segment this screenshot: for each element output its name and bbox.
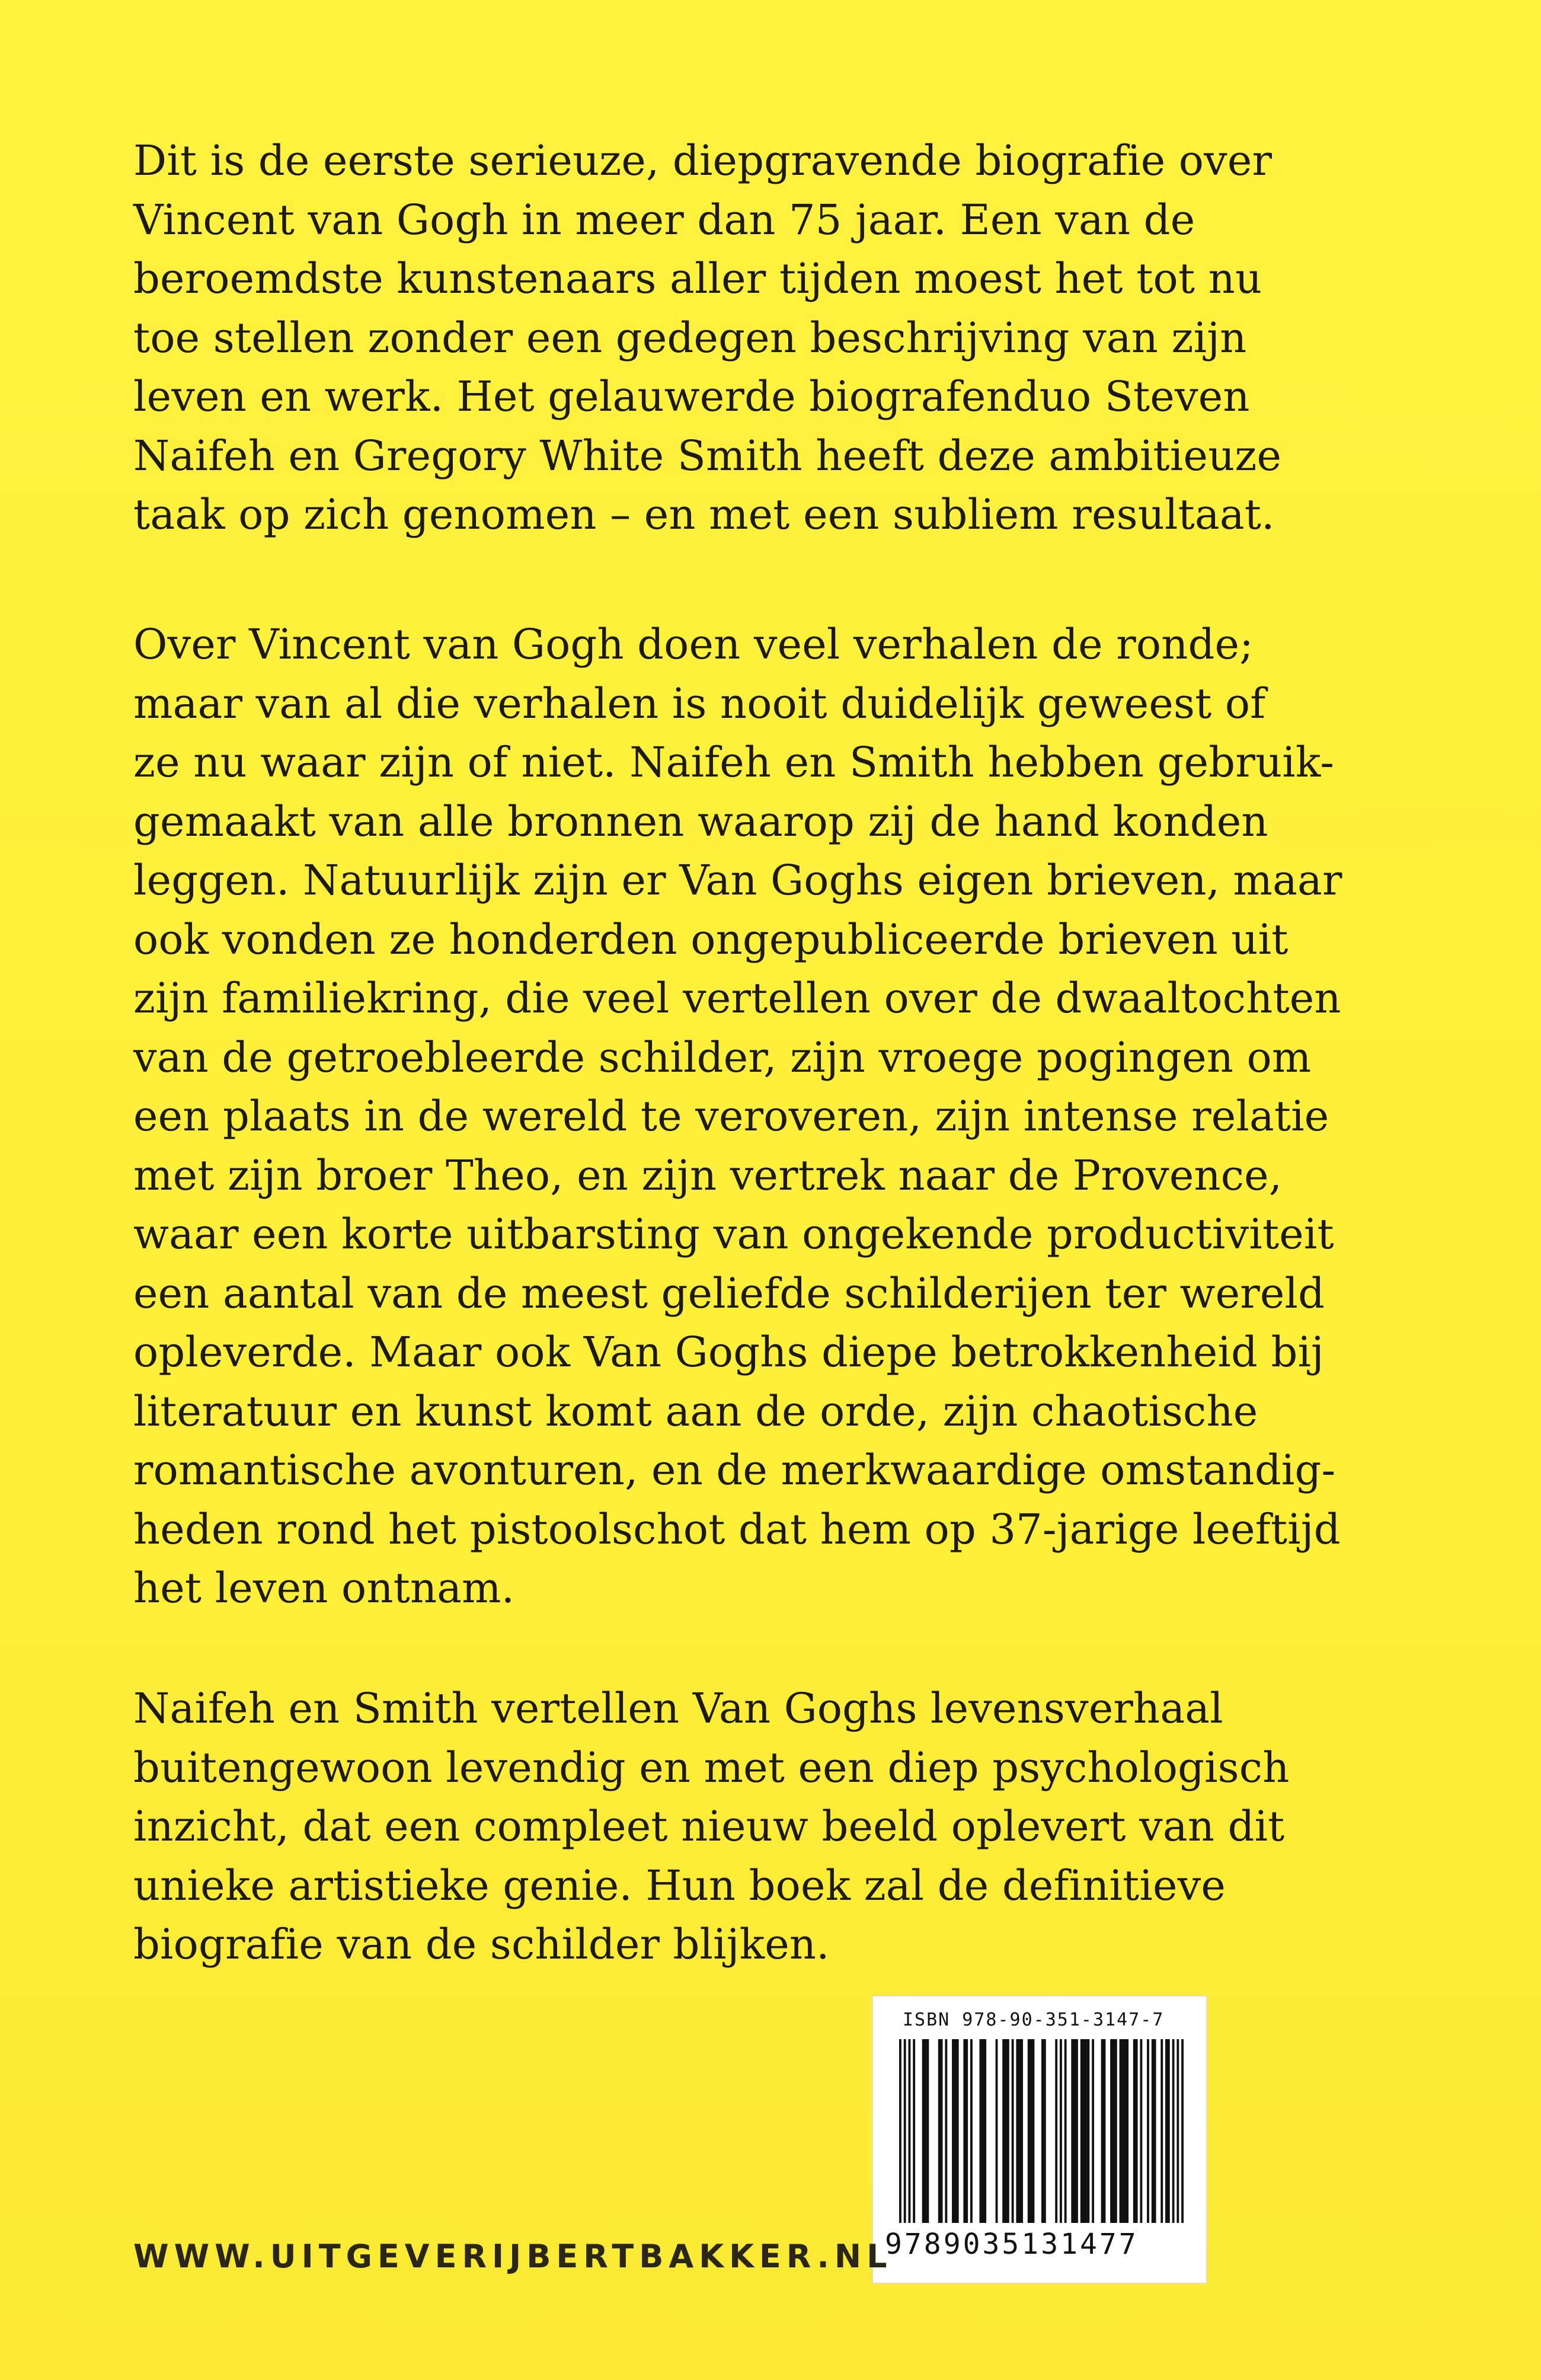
text-line: romantische avonturen, en de merkwaardige omstandig- (133, 1446, 1336, 1494)
barcode-bar (1071, 2039, 1078, 2223)
barcode-bar (1055, 2039, 1057, 2223)
barcode-bar (952, 2039, 959, 2223)
barcode-bar (1176, 2039, 1179, 2223)
barcode-bar (1172, 2039, 1175, 2223)
text-line: beroemdste kunstenaars aller tijden moest het tot nu (133, 254, 1262, 303)
text-line: toe stellen zonder een gedegen beschrijving van zijn (133, 313, 1247, 362)
barcode-bar (963, 2039, 968, 2223)
text-line: Vincent van Gogh in meer dan 75 jaar. Een van de (133, 195, 1195, 244)
barcode-bar (913, 2039, 915, 2223)
isbn-barcode (873, 1996, 1206, 2283)
text-line: maar van al die verhalen is nooit duidelijk geweest of (133, 679, 1266, 728)
text-line: een plaats in de wereld te veroveren, zijn intense relatie (133, 1092, 1329, 1141)
blurb-paragraph-1 (133, 132, 1437, 545)
barcode-bar (1147, 2039, 1149, 2223)
text-line: waar een korte uitbarsting van ongekende productiviteit (133, 1210, 1334, 1258)
text-line: het leven ontnam. (133, 1564, 515, 1612)
barcode-digits: 9789035131477 (885, 2228, 1139, 2261)
barcode-bar (1012, 2039, 1014, 2223)
text-line: van de getroebleerde schilder, zijn vroege pogingen om (133, 1033, 1312, 1082)
barcode-bar (1181, 2039, 1184, 2223)
text-line: leven en werk. Het gelauwerde biografenduo Steven (133, 372, 1250, 421)
barcode-bar (1133, 2039, 1138, 2223)
text-line: zijn familiekring, die veel vertellen over de dwaaltochten (133, 974, 1341, 1023)
text-line: Dit is de eerste serieuze, diepgravende biografie over (133, 136, 1273, 185)
barcode-bar (1101, 2039, 1106, 2223)
barcode-bar (1002, 2039, 1009, 2223)
barcode-bar (1110, 2039, 1117, 2223)
barcode-bar (1041, 2039, 1046, 2223)
barcode-bar (1080, 2039, 1089, 2223)
barcode-bar (1016, 2039, 1023, 2223)
text-line: taak op zich genomen – en met een subliem resultaat. (133, 490, 1275, 539)
blurb-paragraph-2 (133, 615, 1437, 1618)
barcode-bar (922, 2039, 929, 2223)
text-line: opleverde. Maar ook Van Goghs diepe betrokkenheid bij (133, 1328, 1324, 1376)
barcode-bar (1092, 2039, 1094, 2223)
text-line: leggen. Natuurlijk zijn er Van Goghs eigen brieven, maar (133, 856, 1342, 905)
barcode-bar (970, 2039, 973, 2223)
text-line: unieke artistieke genie. Hun boek zal de definitieve (133, 1861, 1226, 1910)
publisher-website: WWW.UITGEVERIJBERTBAKKER.NL (133, 2238, 893, 2275)
barcode-bar (904, 2039, 906, 2223)
barcode-bar (996, 2039, 998, 2223)
text-line: inzicht, dat een compleet nieuw beeld oplevert van dit (133, 1802, 1285, 1851)
text-line: heden rond het pistoolschot dat hem op 37-jarige leeftijd (133, 1504, 1341, 1554)
barcode-bar (979, 2039, 986, 2223)
text-line: gemaakt van alle bronnen waarop zij de hand konden (133, 797, 1268, 846)
barcode-bar (1120, 2039, 1128, 2223)
barcode-bar (1028, 2039, 1035, 2223)
text-line: biografie van de schilder blijken. (133, 1920, 830, 1969)
barcode-bar (945, 2039, 947, 2223)
barcode-bar (1064, 2039, 1067, 2223)
text-line: literatuur en kunst komt aan de orde, zijn chaotische (133, 1387, 1258, 1436)
barcode-bar (938, 2039, 943, 2223)
isbn-number: ISBN 978-90-351-3147-7 (903, 2010, 1165, 2030)
barcode-bar (1060, 2039, 1062, 2223)
text-line: Naifeh en Gregory White Smith heeft deze ambitieuze (133, 431, 1282, 480)
barcode-bar (1140, 2039, 1142, 2223)
text-line: Over Vincent van Gogh doen veel verhalen de ronde; (133, 620, 1254, 669)
barcode-bars (899, 2039, 1184, 2223)
text-line: ook vonden ze honderden ongepubliceerde brieven uit (133, 915, 1289, 964)
barcode-bar (899, 2039, 901, 2223)
text-line: buitengewoon levendig en met een diep psychologisch (133, 1743, 1290, 1792)
blurb-paragraph-3 (133, 1679, 1437, 1975)
text-line: ze nu waar zijn of niet. Naifeh en Smith hebben gebruik- (133, 738, 1335, 787)
text-line: Naifeh en Smith vertellen Van Goghs levensverhaal (133, 1684, 1223, 1733)
barcode-bar (1165, 2039, 1170, 2223)
text-line: een aantal van de meest geliefde schilderijen ter wereld (133, 1269, 1325, 1318)
barcode-bar (1160, 2039, 1163, 2223)
barcode-bar (908, 2039, 910, 2223)
barcode-bar (1152, 2039, 1156, 2223)
text-line: met zijn broer Theo, en zijn vertrek naar de Provence, (133, 1151, 1283, 1200)
